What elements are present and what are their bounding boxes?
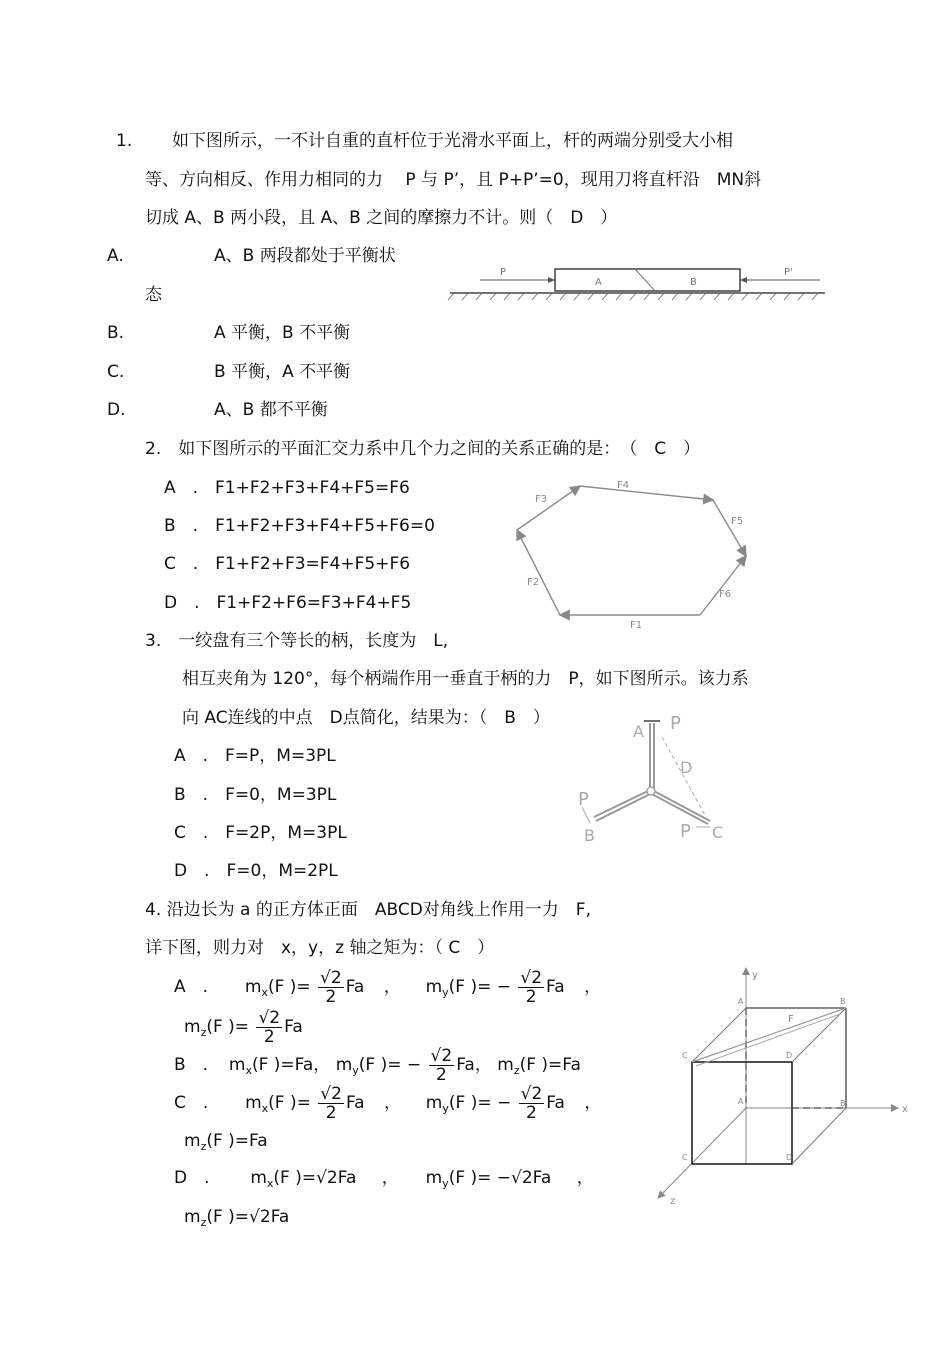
q2-fig-f3: F3 [535,494,548,505]
q3-line3: 向 AC连线的中点 D点简化，结果为：（ B ） [182,708,550,728]
q1-option-a-cont: 态 [145,285,162,305]
q4-option-c-row1: C . $m_x(F$ )= $\frac{√2}{2}$ Fa ， $m_y(F$ )= − $\frac{√2}{2}$ Fa ， [174,1083,602,1123]
q4-option-a-row2: $m_z(F$ )= $\frac{√2}{2}$ Fa [184,1007,303,1047]
q1-line2: 等、方向相反、作用力相同的力 P 与 P’，且 P+P’=0，现用刀将直杆沿 MN斜 [145,170,762,190]
q1-number: 1. [116,131,133,151]
q4-a-mz: m [184,1017,201,1037]
q4-fig-a2: A [738,1097,744,1106]
q1-option-a-letter: A. [107,246,124,266]
q4-a-my: m [425,977,443,997]
q4-option-d-row2: $m_z(F$ )=√2Fa [184,1207,290,1229]
q2-fig-f5: F5 [731,516,744,527]
q3-fig-b: B [584,826,595,845]
q4-a-my-frac: $\frac{√2}{2}$ [520,967,543,1007]
q1-option-a: A、B 两段都处于平衡状 [214,246,396,266]
q4-a-mx: m [244,977,262,997]
q2-option-c: C . F1+F2+F3=F4+F5+F6 [164,554,411,574]
q4-a-mz-frac: $\frac{√2}{2}$ [258,1007,281,1047]
q3-line2: 相互夹角为 120°，每个柄端作用一垂直于柄的力 P，如下图所示。该力系 [182,669,749,689]
q4-line2: 详下图，则力对 x，y，z 轴之矩为：（ C ） [145,938,495,958]
q1-option-d-letter: D. [107,400,126,420]
q3-fig-d: D [680,758,693,777]
q3-fig-p1: P [670,713,681,734]
q4-a-mx-frac: $\frac{√2}{2}$ [320,967,342,1007]
q3-fig-p2: P [578,789,589,810]
q2-fig-f2: F2 [527,577,540,588]
q3-option-b: B . F=0，M=3PL [174,785,337,805]
q3-winch-figure [570,705,730,850]
q4-fig-b2: B [840,1099,846,1108]
q3-line1: 3. 一绞盘有三个等长的柄，长度为 L, [145,631,449,651]
q1-fig-label-a: A [595,277,602,288]
q1-rod-figure [440,255,840,305]
q1-option-b-letter: B. [107,323,125,343]
q1-option-d: A、B 都不平衡 [214,400,328,420]
q2-force-polygon [505,470,765,635]
q2-stem: 2. 如下图所示的平面汇交力系中几个力之间的关系正确的是： （ C ） [145,439,701,459]
q4-c-mx-frac: $\frac{√2}{2}$ [320,1083,342,1123]
q4-line1: 4. 沿边长为 a 的正方体正面 ABCD对角线上作用一力 F, [145,900,591,920]
q4-option-b-letter: B . [174,1055,209,1075]
q2-option-a: A . F1+F2+F3+F4+F5=F6 [164,478,410,498]
q3-option-d: D . F=0，M=2PL [174,861,338,881]
q1-fig-label-b: B [690,277,697,288]
q3-fig-c: C [712,823,724,842]
q4-c-my-frac: $\frac{√2}{2}$ [520,1083,543,1123]
q4-fig-c2: C [682,1153,688,1162]
q2-option-d: D . F1+F2+F6=F3+F4+F5 [164,593,412,613]
q1-fig-label-p2: P' [784,267,793,278]
q1-option-c-letter: C. [107,362,125,382]
q4-option-a-row1: A . $m_x(F$ )= $\frac{√2}{2}$ Fa ， $m_y(F$ )= − $\frac{√2}{2}$ Fa ， [174,967,602,1007]
q1-line3: 切成 A、B 两小段，且 A、B 之间的摩擦力不计。则（ D ） [145,208,618,228]
q3-option-c: C . F=2P，M=3PL [174,823,347,843]
q3-option-a: A . F=P，M=3PL [174,746,336,766]
q4-fig-d2: D [786,1153,793,1162]
q2-option-b: B . F1+F2+F3+F4+F5+F6=0 [164,516,435,536]
q1-option-c: B 平衡，A 不平衡 [214,362,351,382]
q3-fig-p3: P [680,821,691,842]
q4-option-d-row1: D . $m_x(F$ )=√2Fa ， $m_y(F$ )= −√2Fa ， [174,1168,594,1190]
q1-fig-label-p: P [500,267,507,278]
q1-option-b: A 平衡，B 不平衡 [214,323,351,343]
q4-fig-y: y [752,970,758,981]
q4-option-c-letter: C . [174,1093,209,1113]
q4-b-my-frac: $\frac{√2}{2}$ [430,1045,453,1085]
q4-option-b-row1: B . $m_x(F$ )=Fa， $m_y(F$ )= − $\frac{√2}{2}$ Fa， $m_z(F$ )=Fa [174,1045,581,1085]
q4-fig-b1: B [840,997,846,1006]
q4-fig-c1: C [682,1051,688,1060]
q4-cube-figure [650,960,920,1210]
q4-fig-d1: D [786,1051,793,1060]
q4-fig-x: x [902,1104,908,1115]
q2-fig-f1: F1 [630,620,643,631]
q4-fig-a1: A [738,997,744,1006]
q4-option-d-letter: D . [174,1168,210,1188]
q4-option-c-row2: $m_z(F$ )=Fa [184,1131,268,1153]
q2-fig-f6: F6 [719,589,732,600]
q2-fig-f4: F4 [617,480,630,491]
q1-line1: 如下图所示，一不计自重的直杆位于光滑水平面上，杆的两端分别受大小相 [172,131,733,151]
q3-fig-a: A [633,722,644,741]
q4-fig-f: F [788,1014,794,1025]
q4-option-a-letter: A . [174,977,209,997]
q4-fig-z: z [670,1196,676,1207]
